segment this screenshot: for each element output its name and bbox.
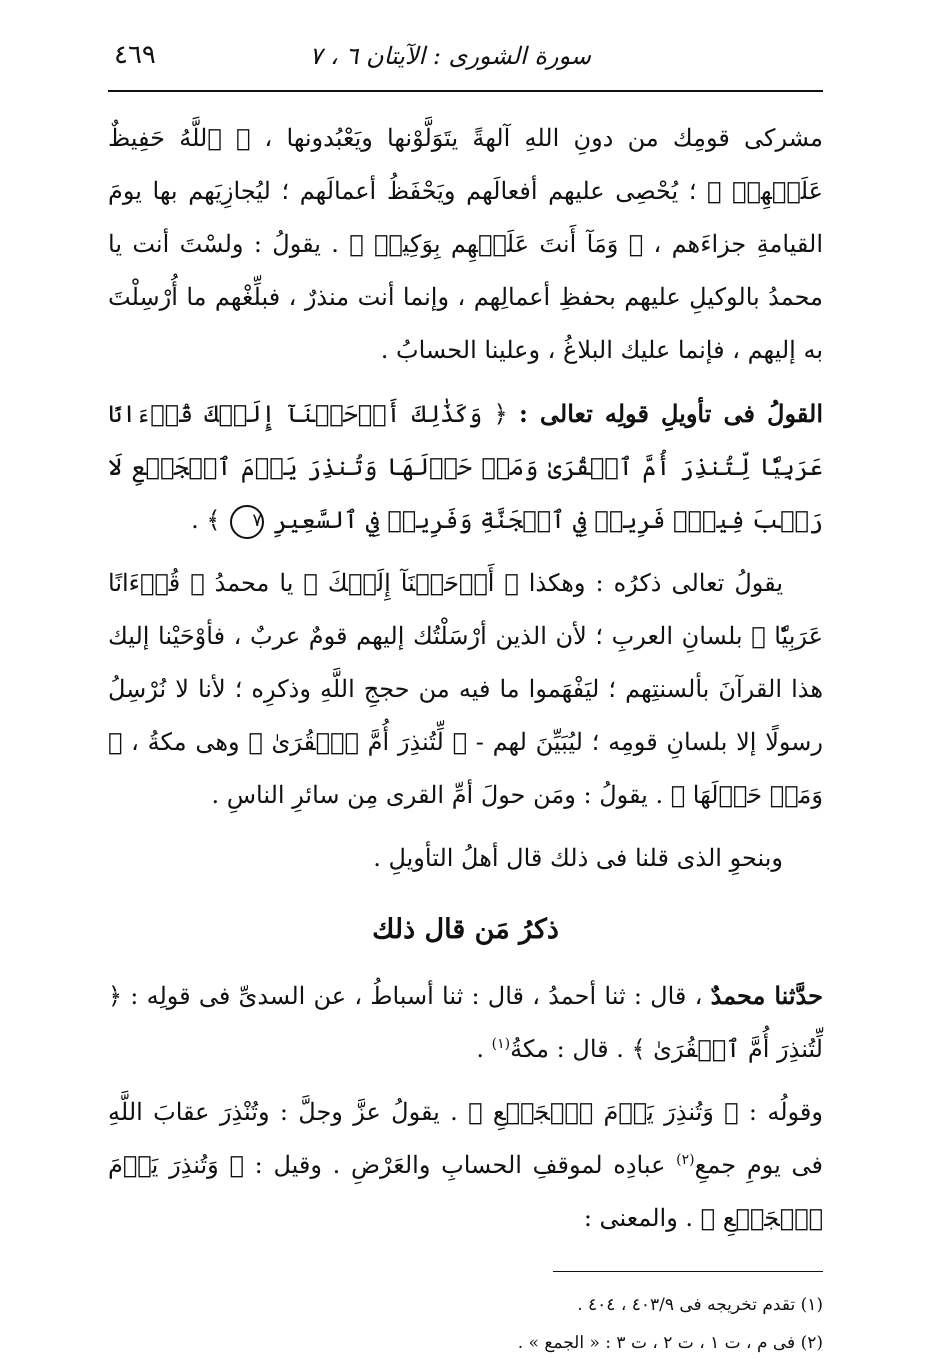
verse-number-marker: ٧ (230, 505, 264, 539)
closing-text-b: عبادِه لموقفِ الحسابِ والعَرْضِ . وقيل : ﴿ وَتُنذِرَ يَوۡمَ ٱلۡجَمۡعِ ﴾ . والمعنى : (108, 1151, 823, 1232)
narration-text: ، قال : ثنا أحمدُ ، قال : ثنا أسباطُ ، عن السدىِّ فى قولِه : ﴿ لِّتُنذِرَ أُمَّ ٱلۡقُرَىٰ ﴾ . قال : مكةُ (108, 982, 823, 1063)
footnote-reference[interactable]: (٢) (676, 1152, 695, 1168)
footnote-divider (553, 1271, 823, 1272)
paragraph-commentary (108, 112, 823, 377)
quran-verse: ﴿ وَكَذَٰلِكَ أَوۡحَيۡنَآ إِلَيۡكَ قُرۡءَانًا عَرَبِيّٗا لِّتُنذِرَ أُمَّ ٱلۡقُرَىٰ وَمَنۡ حَوۡلَهَا وَتُنذِرَ يَوۡمَ ٱلۡجَمۡعِ لَا رَيۡبَ فِيهِۚ فَرِيقٞ فِي ٱلۡجَنَّةِ وَفَرِيقٞ فِي ٱلسَّعِيرِ (108, 400, 823, 534)
page-header (108, 38, 823, 92)
page-body (108, 112, 823, 1362)
verse-lead-heading: القولُ فى تأويلِ قولِه تعالى : (518, 399, 823, 428)
narration-end: . (476, 1035, 484, 1063)
book-page (108, 38, 823, 1362)
paragraph-text: وبنحوِ الذى قلنا فى ذلك قال أهلُ التأويلِ . (373, 844, 783, 872)
page-number: ٤٦٩ (114, 40, 156, 70)
paragraph-closing (108, 1086, 823, 1245)
paragraph-text: يقولُ تعالى ذكرُه : وهكذا ﴿ أَوۡحَيۡنَآ إِلَيۡكَ ﴾ يا محمدُ ﴿ قُرۡءَانًا عَرَبِيّٗا ﴾ بلسانِ العربِ ؛ لأن الذين أرْسَلْتُك إليهم قومٌ عربٌ ، فأوْحَيْنا إليك هذا القرآنَ بألسنتِهم ؛ ليَفْهَموا ما فيه من حججِ اللَّهِ وذكرِه ؛ لأنا لا نُرْسِلُ رسولًا إلا بلسانِ قومِه ؛ ليُبَيِّنَ لهم - ﴿ لِّتُنذِرَ أُمَّ ٱلۡقُرَىٰ ﴾ وهى مكةُ ، ﴿ وَمَنۡ حَوۡلَهَا ﴾ . يقولُ : ومَن حولَ أمِّ القرى مِن سائرِ الناسِ . (108, 569, 824, 809)
paragraph-verse-heading (108, 387, 823, 547)
footnote-reference[interactable]: (١) (491, 1036, 511, 1052)
paragraph-text: مشركى قومِك من دونِ اللهِ آلهةً يتَوَلَّوْنها ويَعْبُدونها ، ﴿ ٱللَّهُ حَفِيظٌ عَلَيۡهِمۡ ﴾ ؛ يُحْصِى عليهم أفعالَهم ويَحْفَظُ أعمالَهم ؛ ليُجازِيَهم بها يومَ القيامةِ جزاءَهم ، ﴿ وَمَآ أَنتَ عَلَيۡهِم بِوَكِيلٖ ﴾ . يقولُ : ولسْتَ أنت يا محمدُ بالوكيلِ عليهم بحفظِ أعمالِهم ، وإنما أنت منذرٌ ، فبلِّغْهم ما أُرْسِلْتَ به إليهم ، فإنما عليك البلاغُ ، وعلينا الحسابُ . (108, 124, 823, 364)
section-heading: ذكرُ مَن قال ذلك (372, 914, 559, 945)
running-title: سورة الشورى : الآيتان ٦ ، ٧ (309, 42, 591, 70)
narration-lead: حدَّثنا محمدٌ (710, 981, 823, 1010)
paragraph-explanation (108, 557, 823, 822)
footnote-2: (٢) فى م ، ت ١ ، ت ٢ ، ت ٣ : « الجمع » . (517, 1333, 823, 1353)
footnote-1: (١) تقدم تخريجه فى ٤٠٣/٩ ، ٤٠٤ . (577, 1295, 823, 1315)
paragraph-narration (108, 969, 823, 1076)
paragraph-transition (108, 832, 823, 885)
closing-text-a: وقولُه : ﴿ وَتُنذِرَ يَوۡمَ ٱلۡجَمۡعِ ﴾ . يقولُ عزَّ وجلَّ : وتُنْذِرَ عقابَ اللَّهِ فى يومِ جمعِ (108, 1098, 823, 1179)
verse-close: ﴾ . (191, 506, 221, 534)
